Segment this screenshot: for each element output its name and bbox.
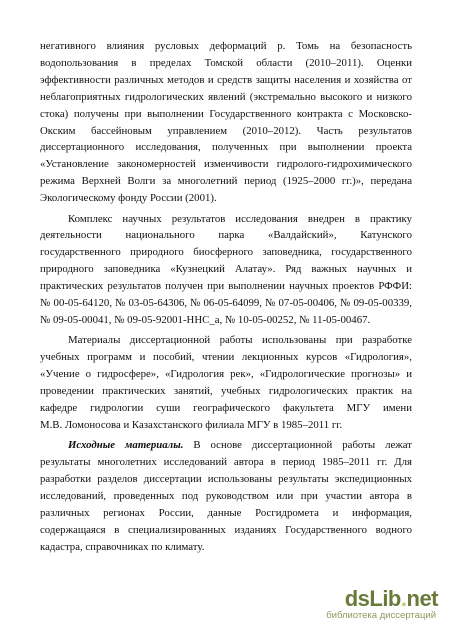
paragraph-lead: Исходные материалы.	[68, 439, 184, 452]
text-line: № 09-05-00041, № 09-05-92001-ННС_а, № 10-05-00252, № 11-05-00467.	[40, 314, 371, 326]
text-line: «Учение о гидросфере», «Гидрология рек», «Гидрологические прогнозы» и	[40, 368, 412, 381]
text-line: практических результатов получен при выполнении научных проектов РФФИ:	[40, 280, 412, 293]
text-line: учебных программ и пособий, чтении лекционных курсов «Гидрология»,	[40, 351, 412, 364]
text-line: исследований, проведенных под руководством или при участии автора в	[40, 490, 412, 503]
text-line: разработки разделов диссертации использованы результаты экспедиционных	[40, 473, 412, 486]
dslib-watermark	[294, 586, 444, 626]
text-line: Материалы диссертационной работы использованы при разработке	[68, 334, 412, 347]
watermark-logo	[345, 586, 438, 612]
text-line: Окским бассейновым управлением (2010–2012). Часть результатов	[40, 124, 412, 137]
text-line: М.В. Ломоносова и Казахстанского филиала МГУ в 1985–2011 гг.	[40, 418, 343, 431]
text-line: результаты многолетних исследований автора в период 1985–2011 гг. Для	[40, 456, 412, 469]
text-line: кафедре гидрологии суши географического факультета МГУ имени	[40, 402, 412, 415]
text-line: кадастра, справочниках по климату.	[40, 540, 205, 553]
watermark-logo-main: dsLib	[344, 586, 401, 611]
paragraph	[40, 38, 412, 207]
text-line: Экологическому фонду России (2001).	[40, 192, 217, 205]
text-line: проведении практических занятий, учебных гидрологических практик на	[40, 385, 412, 398]
text-line: эффективности различных методов и средств защиты населения и хозяйства от	[40, 73, 412, 86]
text-line: Комплекс научных результатов исследования внедрен в практику	[68, 212, 412, 225]
document-text	[40, 38, 412, 556]
text-line: режима Верхней Волги за многолетний период (1925–2000 гг.)», передана	[40, 175, 412, 188]
text-line: диссертационного исследования, полученных при выполнении проекта	[40, 141, 412, 154]
text-line-rest: В основе диссертационной работы лежат	[183, 439, 412, 452]
text-line: содержащаяся в специализированных изданиях Государственного водного	[40, 523, 412, 536]
watermark-logo-tld: net	[406, 586, 438, 611]
text-line: деятельности национального парка «Валдайский», Катунского	[40, 229, 412, 242]
watermark-logo-dot: .	[400, 586, 407, 611]
text-line	[40, 437, 412, 454]
paragraph	[40, 211, 412, 329]
text-line: различных регионах России, данные Росгидромета и информация,	[40, 506, 412, 519]
watermark-subtitle: библиотека диссертаций	[326, 610, 436, 621]
paragraph	[40, 332, 412, 433]
text-line: стока) получены при выполнении Государственного контракта с Московско-	[40, 107, 412, 120]
text-line: «Установление закономерностей изменчивости гидролого-гидрохимического	[40, 158, 412, 171]
text-line: природного заповедника «Кузнецкий Алатау». Ряд важных научных и	[40, 263, 412, 276]
text-line: № 00-05-64120, № 03-05-64306, № 06-05-64099, № 07-05-00406, № 09-05-00339,	[40, 297, 412, 310]
text-line: негативного влияния русловых деформаций р. Томь на безопасность	[40, 40, 412, 52]
paragraph	[40, 437, 412, 555]
text-line: неблагоприятных гидрологических явлений (экстремально высокого и низкого	[40, 90, 412, 103]
text-line: государственного природного биосферного заповедника, государственного	[40, 246, 412, 259]
text-line: водопользования в пределах Томской области (2010–2011). Оценки	[40, 56, 412, 69]
